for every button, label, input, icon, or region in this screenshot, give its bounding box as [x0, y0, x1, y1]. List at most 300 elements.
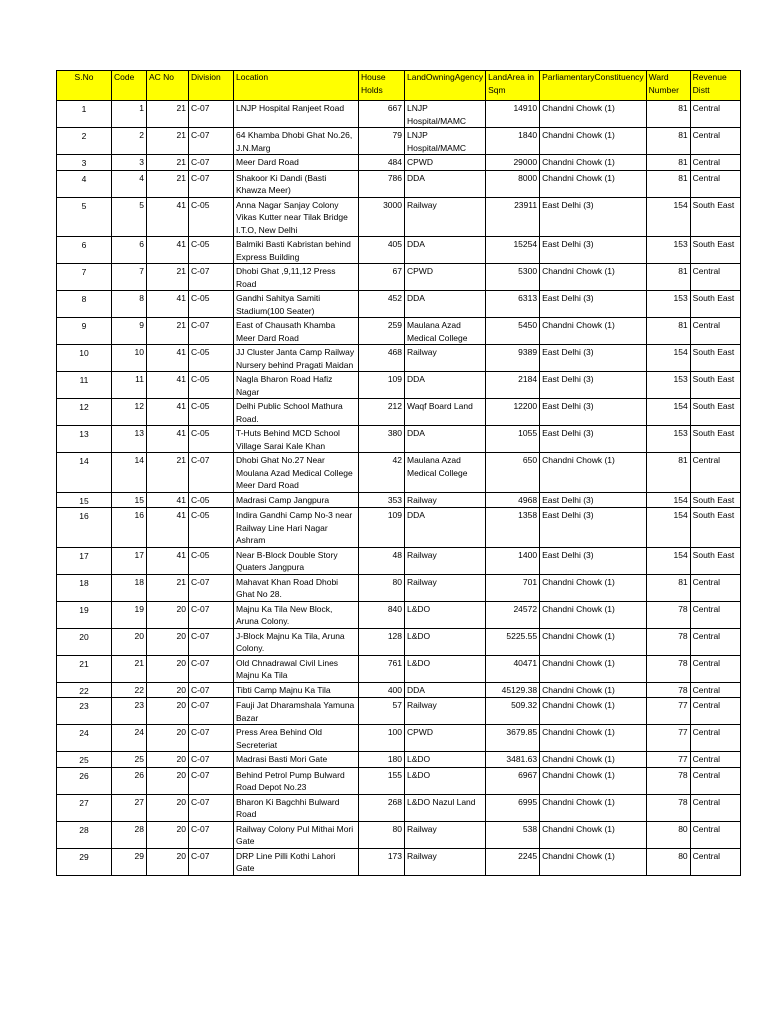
cell-parliamentary-constituency: Chandni Chowk (1)	[540, 601, 647, 628]
table-row	[57, 698, 741, 725]
cell-code: 21	[112, 655, 147, 682]
cell-ac-no: 20	[147, 725, 189, 752]
cell-parliamentary-constituency: Chandni Chowk (1)	[540, 453, 647, 493]
cell-code: 23	[112, 698, 147, 725]
cell-house-holds: 380	[359, 426, 405, 453]
cell-parliamentary-constituency: Chandni Chowk (1)	[540, 128, 647, 155]
cell-parliamentary-constituency: Chandni Chowk (1)	[540, 794, 647, 821]
cell-revenue-distt: Central	[690, 601, 740, 628]
cell-ward-number: 81	[646, 318, 690, 345]
cell-sno: 1	[57, 101, 112, 128]
cell-ac-no: 20	[147, 601, 189, 628]
cell-division: C-05	[189, 291, 234, 318]
cell-code: 4	[112, 170, 147, 197]
cell-land-owning-agency: L&DO	[405, 628, 486, 655]
cell-land-owning-agency: L&DO	[405, 655, 486, 682]
cell-land-area: 9389	[486, 345, 540, 372]
header-sno: S.No	[57, 71, 112, 101]
cell-location: Behind Petrol Pump Bulward Road Depot No.23	[234, 767, 359, 794]
cell-division: C-07	[189, 453, 234, 493]
cell-location: Indira Gandhi Camp No-3 near Railway Line Hari Nagar Ashram	[234, 508, 359, 548]
cell-land-owning-agency: L&DO	[405, 601, 486, 628]
cell-ward-number: 81	[646, 264, 690, 291]
cell-ac-no: 21	[147, 128, 189, 155]
table-row	[57, 399, 741, 426]
cell-sno: 12	[57, 399, 112, 426]
header-land-area: LandArea in Sqm	[486, 71, 540, 101]
cell-revenue-distt: Central	[690, 794, 740, 821]
cell-revenue-distt: South East	[690, 345, 740, 372]
cell-land-area: 701	[486, 574, 540, 601]
cell-land-area: 23911	[486, 197, 540, 237]
table-row	[57, 492, 741, 508]
cell-revenue-distt: Central	[690, 752, 740, 768]
cell-location: Balmiki Basti Kabristan behind Express Building	[234, 237, 359, 264]
cell-parliamentary-constituency: Chandni Chowk (1)	[540, 170, 647, 197]
cell-code: 29	[112, 848, 147, 875]
cell-sno: 4	[57, 170, 112, 197]
cell-code: 5	[112, 197, 147, 237]
table-row	[57, 508, 741, 548]
cell-division: C-07	[189, 698, 234, 725]
cell-division: C-07	[189, 655, 234, 682]
cell-code: 28	[112, 821, 147, 848]
cell-land-area: 509.32	[486, 698, 540, 725]
cell-sno: 13	[57, 426, 112, 453]
cell-location: Majnu Ka Tila New Block, Aruna Colony.	[234, 601, 359, 628]
cell-code: 8	[112, 291, 147, 318]
cell-parliamentary-constituency: Chandni Chowk (1)	[540, 155, 647, 171]
table-row	[57, 682, 741, 698]
cell-land-area: 3679.85	[486, 725, 540, 752]
cell-land-owning-agency: LNJP Hospital/MAMC	[405, 128, 486, 155]
cell-ac-no: 20	[147, 655, 189, 682]
cell-ac-no: 41	[147, 508, 189, 548]
cell-parliamentary-constituency: Chandni Chowk (1)	[540, 318, 647, 345]
cell-parliamentary-constituency: East Delhi (3)	[540, 547, 647, 574]
cell-sno: 3	[57, 155, 112, 171]
cell-ward-number: 78	[646, 655, 690, 682]
cell-code: 12	[112, 399, 147, 426]
cell-ward-number: 78	[646, 628, 690, 655]
cell-land-area: 5450	[486, 318, 540, 345]
cell-division: C-05	[189, 372, 234, 399]
cell-land-area: 1400	[486, 547, 540, 574]
cell-ward-number: 78	[646, 767, 690, 794]
cell-house-holds: 155	[359, 767, 405, 794]
cell-ac-no: 41	[147, 399, 189, 426]
cell-revenue-distt: Central	[690, 170, 740, 197]
cell-division: C-07	[189, 752, 234, 768]
cell-location: LNJP Hospital Ranjeet Road	[234, 101, 359, 128]
cell-division: C-07	[189, 601, 234, 628]
cell-ward-number: 154	[646, 547, 690, 574]
cell-ward-number: 154	[646, 492, 690, 508]
cell-parliamentary-constituency: East Delhi (3)	[540, 345, 647, 372]
cell-land-area: 1055	[486, 426, 540, 453]
cell-ac-no: 41	[147, 426, 189, 453]
cell-house-holds: 80	[359, 574, 405, 601]
cell-location: Press Area Behind Old Secreteriat	[234, 725, 359, 752]
cell-land-area: 4968	[486, 492, 540, 508]
cell-house-holds: 353	[359, 492, 405, 508]
cell-ward-number: 154	[646, 399, 690, 426]
cell-sno: 11	[57, 372, 112, 399]
cell-sno: 7	[57, 264, 112, 291]
table-row	[57, 752, 741, 768]
cell-land-owning-agency: Railway	[405, 574, 486, 601]
cell-ac-no: 41	[147, 197, 189, 237]
cell-sno: 25	[57, 752, 112, 768]
cell-location: Near B-Block Double Story Quaters Jangpura	[234, 547, 359, 574]
cell-land-area: 8000	[486, 170, 540, 197]
cell-code: 26	[112, 767, 147, 794]
cell-parliamentary-constituency: East Delhi (3)	[540, 508, 647, 548]
header-location: Location	[234, 71, 359, 101]
cell-parliamentary-constituency: Chandni Chowk (1)	[540, 848, 647, 875]
header-house-holds: House Holds	[359, 71, 405, 101]
cell-sno: 28	[57, 821, 112, 848]
cell-parliamentary-constituency: Chandni Chowk (1)	[540, 655, 647, 682]
cell-location: 64 Khamba Dhobi Ghat No.26, J.N.Marg	[234, 128, 359, 155]
cell-code: 7	[112, 264, 147, 291]
cell-land-owning-agency: Railway	[405, 547, 486, 574]
cell-parliamentary-constituency: Chandni Chowk (1)	[540, 767, 647, 794]
table-row	[57, 170, 741, 197]
cell-ac-no: 41	[147, 547, 189, 574]
cell-code: 11	[112, 372, 147, 399]
cell-code: 13	[112, 426, 147, 453]
cell-ac-no: 41	[147, 492, 189, 508]
table-row	[57, 345, 741, 372]
cell-revenue-distt: Central	[690, 101, 740, 128]
cell-location: T-Huts Behind MCD School Village Sarai Kale Khan	[234, 426, 359, 453]
cell-code: 22	[112, 682, 147, 698]
cell-code: 2	[112, 128, 147, 155]
cell-code: 18	[112, 574, 147, 601]
header-row	[57, 71, 741, 101]
cell-division: C-07	[189, 264, 234, 291]
cell-ward-number: 153	[646, 291, 690, 318]
cell-land-owning-agency: Railway	[405, 821, 486, 848]
cell-house-holds: 180	[359, 752, 405, 768]
cell-ward-number: 81	[646, 453, 690, 493]
header-ac-no: AC No	[147, 71, 189, 101]
cell-house-holds: 42	[359, 453, 405, 493]
cell-ward-number: 153	[646, 426, 690, 453]
cell-house-holds: 128	[359, 628, 405, 655]
cell-land-area: 5225.55	[486, 628, 540, 655]
cell-ward-number: 81	[646, 574, 690, 601]
cell-division: C-07	[189, 128, 234, 155]
cell-division: C-05	[189, 399, 234, 426]
cell-sno: 19	[57, 601, 112, 628]
cell-sno: 16	[57, 508, 112, 548]
cell-ward-number: 153	[646, 372, 690, 399]
cell-revenue-distt: Central	[690, 767, 740, 794]
cell-division: C-05	[189, 197, 234, 237]
cell-location: J-Block Majnu Ka Tila, Aruna Colony.	[234, 628, 359, 655]
cell-ward-number: 81	[646, 170, 690, 197]
cell-house-holds: 48	[359, 547, 405, 574]
cell-parliamentary-constituency: East Delhi (3)	[540, 237, 647, 264]
cell-land-owning-agency: DDA	[405, 508, 486, 548]
cell-division: C-07	[189, 767, 234, 794]
cell-house-holds: 400	[359, 682, 405, 698]
cell-revenue-distt: South East	[690, 291, 740, 318]
table-row	[57, 291, 741, 318]
cell-ac-no: 20	[147, 848, 189, 875]
cell-revenue-distt: Central	[690, 682, 740, 698]
cell-location: Nagla Bharon Road Hafiz Nagar	[234, 372, 359, 399]
cell-ward-number: 78	[646, 601, 690, 628]
cell-house-holds: 57	[359, 698, 405, 725]
cell-division: C-07	[189, 170, 234, 197]
table-row	[57, 453, 741, 493]
cell-division: C-07	[189, 155, 234, 171]
table-row	[57, 128, 741, 155]
cell-code: 10	[112, 345, 147, 372]
cell-code: 17	[112, 547, 147, 574]
cell-code: 16	[112, 508, 147, 548]
cell-ac-no: 21	[147, 155, 189, 171]
cell-location: Anna Nagar Sanjay Colony Vikas Kutter near Tilak Bridge I.T.O, New Delhi	[234, 197, 359, 237]
cell-land-owning-agency: DDA	[405, 170, 486, 197]
cell-location: Gandhi Sahitya Samiti Stadium(100 Seater)	[234, 291, 359, 318]
cell-sno: 23	[57, 698, 112, 725]
cell-house-holds: 109	[359, 372, 405, 399]
cell-house-holds: 268	[359, 794, 405, 821]
table-row	[57, 237, 741, 264]
cell-sno: 22	[57, 682, 112, 698]
cell-house-holds: 452	[359, 291, 405, 318]
cell-ac-no: 20	[147, 682, 189, 698]
cell-parliamentary-constituency: East Delhi (3)	[540, 399, 647, 426]
cell-land-area: 15254	[486, 237, 540, 264]
cell-location: Fauji Jat Dharamshala Yamuna Bazar	[234, 698, 359, 725]
cell-division: C-05	[189, 547, 234, 574]
cell-house-holds: 173	[359, 848, 405, 875]
cell-sno: 10	[57, 345, 112, 372]
cell-land-area: 29000	[486, 155, 540, 171]
cell-division: C-07	[189, 848, 234, 875]
cell-location: Delhi Public School Mathura Road.	[234, 399, 359, 426]
cell-location: Old Chnadrawal Civil Lines Majnu Ka Tila	[234, 655, 359, 682]
cell-house-holds: 761	[359, 655, 405, 682]
cell-division: C-07	[189, 101, 234, 128]
cell-division: C-07	[189, 628, 234, 655]
table-row	[57, 725, 741, 752]
cell-code: 6	[112, 237, 147, 264]
cell-code: 25	[112, 752, 147, 768]
cell-ward-number: 80	[646, 821, 690, 848]
cell-location: Dhobi Ghat ,9,11,12 Press Road	[234, 264, 359, 291]
cell-house-holds: 79	[359, 128, 405, 155]
cell-land-owning-agency: CPWD	[405, 725, 486, 752]
cell-ac-no: 20	[147, 628, 189, 655]
cell-code: 19	[112, 601, 147, 628]
cell-land-area: 650	[486, 453, 540, 493]
cell-land-owning-agency: DDA	[405, 237, 486, 264]
table-row	[57, 767, 741, 794]
cell-sno: 8	[57, 291, 112, 318]
table-row	[57, 601, 741, 628]
cell-ac-no: 21	[147, 453, 189, 493]
cell-parliamentary-constituency: East Delhi (3)	[540, 426, 647, 453]
cell-house-holds: 405	[359, 237, 405, 264]
cell-code: 15	[112, 492, 147, 508]
cell-land-owning-agency: Railway	[405, 848, 486, 875]
cell-ward-number: 81	[646, 101, 690, 128]
cell-ac-no: 20	[147, 752, 189, 768]
cell-code: 1	[112, 101, 147, 128]
cell-parliamentary-constituency: Chandni Chowk (1)	[540, 698, 647, 725]
cell-ac-no: 21	[147, 170, 189, 197]
cell-parliamentary-constituency: Chandni Chowk (1)	[540, 821, 647, 848]
cell-house-holds: 80	[359, 821, 405, 848]
cell-parliamentary-constituency: East Delhi (3)	[540, 291, 647, 318]
cell-land-area: 6313	[486, 291, 540, 318]
cell-parliamentary-constituency: East Delhi (3)	[540, 197, 647, 237]
cell-revenue-distt: South East	[690, 508, 740, 548]
cell-revenue-distt: South East	[690, 492, 740, 508]
cell-ward-number: 77	[646, 725, 690, 752]
cell-location: Mahavat Khan Road Dhobi Ghat No 28.	[234, 574, 359, 601]
table-row	[57, 155, 741, 171]
table-row	[57, 372, 741, 399]
cell-ward-number: 154	[646, 508, 690, 548]
cell-location: Dhobi Ghat No.27 Near Moulana Azad Medical College Meer Dard Road	[234, 453, 359, 493]
cell-land-owning-agency: CPWD	[405, 155, 486, 171]
cell-location: Bharon Ki Bagchhi Bulward Road	[234, 794, 359, 821]
cell-land-owning-agency: DDA	[405, 291, 486, 318]
cell-ac-no: 20	[147, 794, 189, 821]
cell-ward-number: 154	[646, 197, 690, 237]
cell-sno: 5	[57, 197, 112, 237]
cell-parliamentary-constituency: East Delhi (3)	[540, 372, 647, 399]
cell-land-owning-agency: L&DO	[405, 767, 486, 794]
cell-location: East of Chausath Khamba Meer Dard Road	[234, 318, 359, 345]
cell-location: Tibti Camp Majnu Ka Tila	[234, 682, 359, 698]
cell-land-owning-agency: DDA	[405, 682, 486, 698]
cell-house-holds: 786	[359, 170, 405, 197]
cell-parliamentary-constituency: Chandni Chowk (1)	[540, 682, 647, 698]
cell-revenue-distt: Central	[690, 655, 740, 682]
cell-ac-no: 41	[147, 237, 189, 264]
cell-location: DRP Line Pilli Kothi Lahori Gate	[234, 848, 359, 875]
cell-land-area: 24572	[486, 601, 540, 628]
cell-land-owning-agency: Railway	[405, 492, 486, 508]
cell-division: C-05	[189, 492, 234, 508]
cell-division: C-05	[189, 345, 234, 372]
cell-ward-number: 77	[646, 752, 690, 768]
cell-house-holds: 667	[359, 101, 405, 128]
cell-land-area: 2184	[486, 372, 540, 399]
cell-code: 14	[112, 453, 147, 493]
cell-ward-number: 77	[646, 698, 690, 725]
cell-ward-number: 81	[646, 128, 690, 155]
cell-parliamentary-constituency: East Delhi (3)	[540, 492, 647, 508]
cell-sno: 17	[57, 547, 112, 574]
cell-ac-no: 41	[147, 372, 189, 399]
cell-code: 9	[112, 318, 147, 345]
cell-revenue-distt: South East	[690, 372, 740, 399]
cell-ac-no: 21	[147, 264, 189, 291]
cell-revenue-distt: South East	[690, 237, 740, 264]
header-ward-number: Ward Number	[646, 71, 690, 101]
cell-land-area: 6967	[486, 767, 540, 794]
table-row	[57, 628, 741, 655]
cell-revenue-distt: Central	[690, 848, 740, 875]
header-division: Division	[189, 71, 234, 101]
cell-land-area: 40471	[486, 655, 540, 682]
cell-ac-no: 21	[147, 318, 189, 345]
cell-parliamentary-constituency: Chandni Chowk (1)	[540, 752, 647, 768]
cell-revenue-distt: Central	[690, 574, 740, 601]
cell-ac-no: 20	[147, 821, 189, 848]
cell-location: Railway Colony Pul Mithai Mori Gate	[234, 821, 359, 848]
cell-land-owning-agency: Railway	[405, 197, 486, 237]
cell-division: C-05	[189, 237, 234, 264]
cell-house-holds: 100	[359, 725, 405, 752]
cell-division: C-05	[189, 508, 234, 548]
cell-revenue-distt: Central	[690, 628, 740, 655]
cell-sno: 2	[57, 128, 112, 155]
cell-land-owning-agency: CPWD	[405, 264, 486, 291]
cell-ac-no: 20	[147, 698, 189, 725]
cell-sno: 14	[57, 453, 112, 493]
cell-sno: 9	[57, 318, 112, 345]
cell-division: C-07	[189, 794, 234, 821]
table-body	[57, 101, 741, 876]
cell-house-holds: 468	[359, 345, 405, 372]
cell-land-owning-agency: DDA	[405, 372, 486, 399]
cell-house-holds: 259	[359, 318, 405, 345]
cell-land-area: 45129.38	[486, 682, 540, 698]
cell-code: 20	[112, 628, 147, 655]
table-row	[57, 101, 741, 128]
cell-land-owning-agency: LNJP Hospital/MAMC	[405, 101, 486, 128]
cell-revenue-distt: South East	[690, 547, 740, 574]
cell-revenue-distt: Central	[690, 155, 740, 171]
table-row	[57, 197, 741, 237]
cell-location: Shakoor Ki Dandi (Basti Khawza Meer)	[234, 170, 359, 197]
cell-revenue-distt: Central	[690, 128, 740, 155]
cell-division: C-07	[189, 682, 234, 698]
cell-house-holds: 67	[359, 264, 405, 291]
table-row	[57, 264, 741, 291]
cell-parliamentary-constituency: Chandni Chowk (1)	[540, 101, 647, 128]
cell-house-holds: 109	[359, 508, 405, 548]
cell-house-holds: 484	[359, 155, 405, 171]
cell-land-owning-agency: L&DO	[405, 752, 486, 768]
cell-location: JJ Cluster Janta Camp Railway Nursery behind Pragati Maidan	[234, 345, 359, 372]
table-row	[57, 574, 741, 601]
cell-land-owning-agency: Waqf Board Land	[405, 399, 486, 426]
cell-sno: 6	[57, 237, 112, 264]
cell-land-owning-agency: Railway	[405, 698, 486, 725]
cell-revenue-distt: Central	[690, 725, 740, 752]
cell-parliamentary-constituency: Chandni Chowk (1)	[540, 628, 647, 655]
cell-house-holds: 3000	[359, 197, 405, 237]
cell-ward-number: 78	[646, 794, 690, 821]
cell-ac-no: 41	[147, 291, 189, 318]
cell-land-area: 12200	[486, 399, 540, 426]
cell-revenue-distt: South East	[690, 197, 740, 237]
cell-code: 27	[112, 794, 147, 821]
cell-land-area: 2245	[486, 848, 540, 875]
table-header	[57, 71, 741, 101]
